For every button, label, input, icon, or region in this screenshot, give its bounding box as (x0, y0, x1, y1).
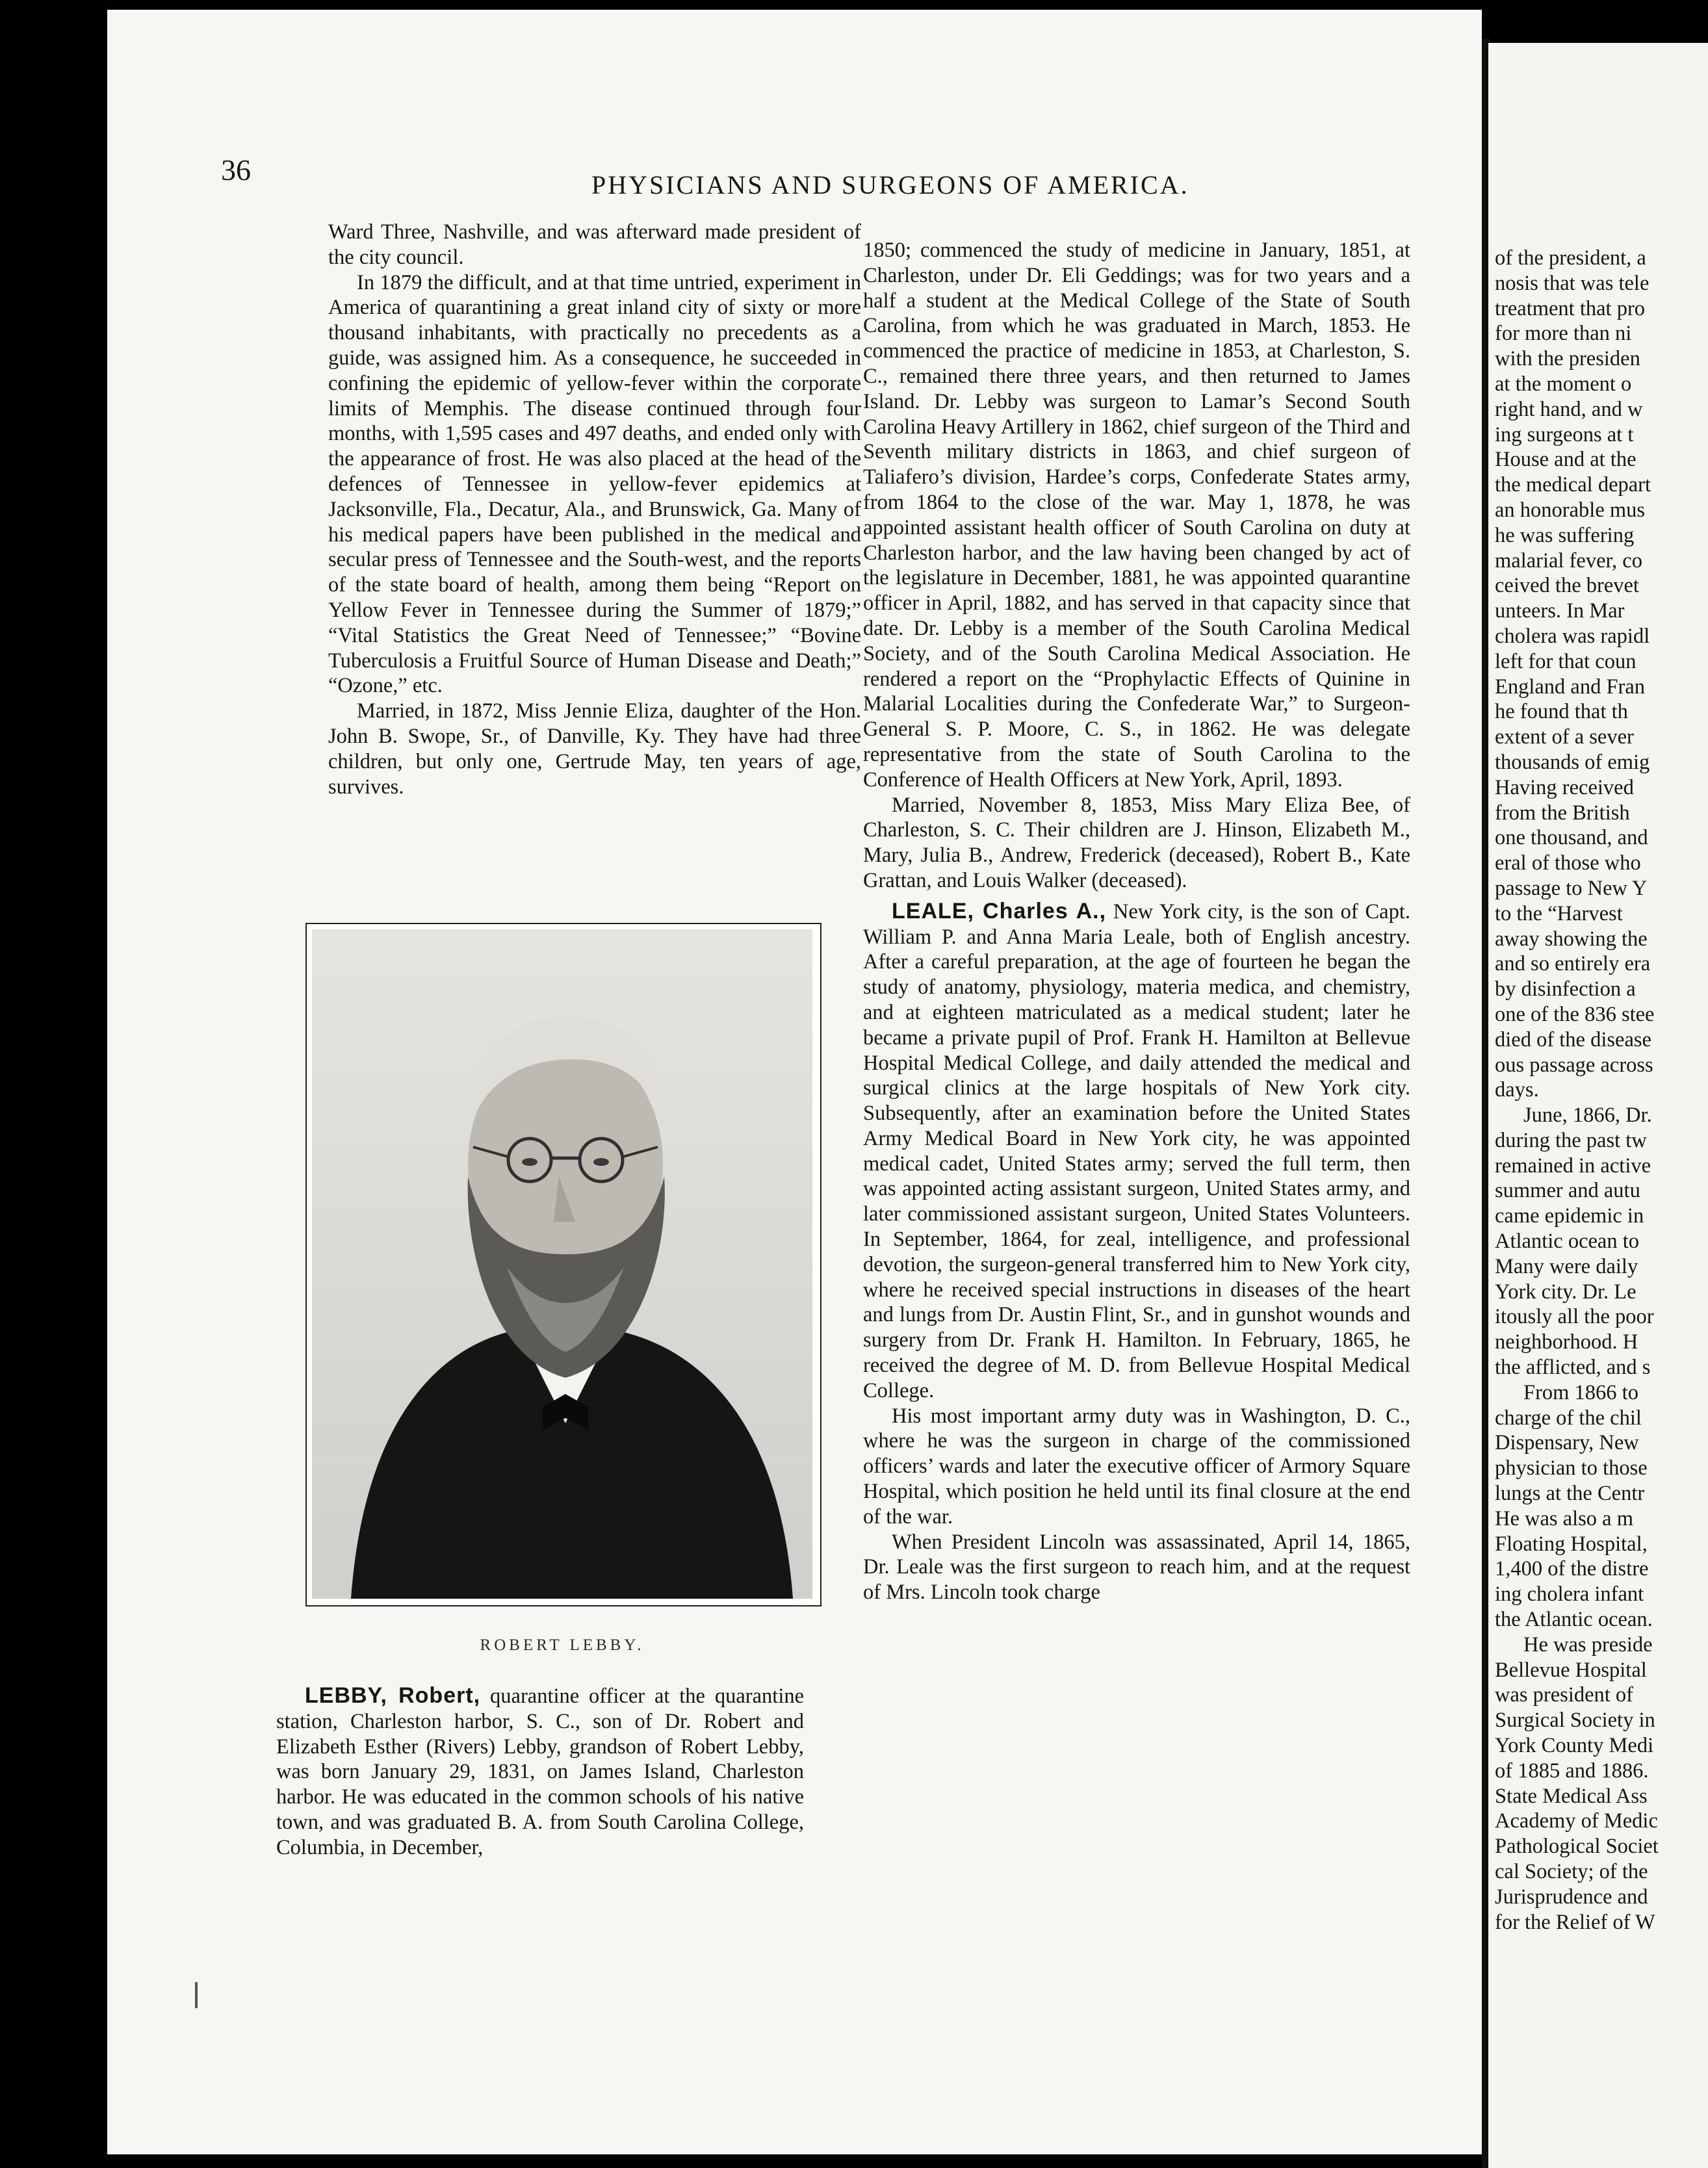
right-page-line: charge of the chil (1495, 1406, 1642, 1430)
right-page-line: for the Relief of W (1495, 1910, 1655, 1934)
right-page-line: nosis that was tele (1495, 271, 1650, 295)
right-page-line: eral of those who (1495, 851, 1641, 875)
right-page-line: Dispensary, New (1495, 1431, 1639, 1455)
right-page-line: neighborhood. H (1495, 1330, 1638, 1354)
right-page-line: remained in active (1495, 1154, 1651, 1178)
right-page-line: thousands of emig (1495, 750, 1650, 774)
lebby-entry (276, 1683, 804, 1861)
right-page-line: was president of (1495, 1683, 1633, 1707)
entry-text: New York city, is the son of Capt. William P. and Anna Maria Leale, both of English ancestry. After a careful preparation, at the age of fourteen he began the study of anatomy, physiology, materia medica, and chemistry, and at eighteen matriculated as a medical student; later he became a private pupil of Prof. Frank H. Hamilton at Bellevue Hospital Medical College, and daily attended the medical and surgical clinics at the large hospitals of New York city. Subsequently, after an examination before the United States Army Medical Board in New York city, he was appointed medical cadet, United States army; served the full term, then was appointed acting assistant surgeon, United States army, and later commissioned assistant surgeon, United States Volunteers. In September, 1864, for zeal, intelligence, and professional devotion, the surgeon-general transferred him to New York city, where he received special instructions in diseases of the heart and lungs from Dr. Austin Flint, Sr., and in gunshot wounds and surgery from Dr. Frank H. Hamilton. In February, 1865, he received the degree of M. D. from Bellevue Hospital Medical College. (863, 899, 1411, 1402)
right-page-line: Bellevue Hospital (1495, 1658, 1647, 1682)
right-page-line: from the British (1495, 801, 1630, 825)
page-header-title: PHYSICIANS AND SURGEONS OF AMERICA. (591, 170, 1189, 200)
right-page-line: passage to New Y (1495, 876, 1648, 900)
running-head (221, 153, 1189, 200)
right-page-line: to the “Harvest (1495, 901, 1623, 925)
right-page-line: cholera was rapidl (1495, 624, 1650, 648)
right-page-line: From 1866 to (1523, 1380, 1638, 1404)
right-page-line: the medical depart (1495, 473, 1651, 497)
paragraph: Married, November 8, 1853, Miss Mary Eliza Bee, of Charleston, S. C. Their children are J. Hinson, Elizabeth M., Mary, Julia B., Andrew, Frederick (deceased), Robert B., Kate Grattan, and Louis Walker (deceased). (863, 793, 1410, 892)
right-page-line: the afflicted, and s (1495, 1356, 1651, 1380)
right-page-line: itously all the poor (1495, 1305, 1654, 1329)
right-page-line: lungs at the Centr (1495, 1482, 1645, 1506)
left-column-text (328, 220, 861, 799)
right-page-line: House and at the (1495, 448, 1637, 472)
right-page-line: York city. Dr. Le (1495, 1280, 1637, 1304)
right-page-line: physician to those (1495, 1456, 1648, 1480)
portrait-photo (312, 929, 812, 1599)
paragraph: 1850; commenced the study of medicine in January, 1851, at Charleston, under Dr. Eli Geddings; was for two years and a half a student at the Medical College of the State of South Carolina, from which he was graduated in March, 1853. He commenced the practice of medicine in 1853, at Charleston, S. C., remained there three years, and then returned to James Island. Dr. Lebby was surgeon to Lamar’s Second South Carolina Heavy Artillery in 1862, chief surgeon of the Third and Seventh military districts in 1863, and chief surgeon of Taliafero’s division, Hardee’s corps, Confederate States army, from 1864 to the close of the war. May 1, 1878, he was appointed assistant health officer of South Carolina on duty at Charleston harbor, and the law having been changed by act of the legislature in December, 1881, he was appointed quarantine officer in April, 1882, and has served in that capacity since that date. Dr. Lebby is a member of the South Carolina Medical Society, and of the South Carolina Medical Association. He rendered a report on the “Prophylactic Effects of Quinine in Malarial Localities during the Confederate War,” to Surgeon-General S. P. Moore, C. S., in 1862. He was delegate representative from the state of South Carolina to the Conference of Health Officers at New York, April, 1893. (863, 239, 1410, 792)
right-page-line: Surgical Society in (1495, 1709, 1655, 1733)
right-page-line: he was suffering (1495, 523, 1635, 547)
right-page-line: came epidemic in (1495, 1204, 1644, 1228)
right-page-line: during the past tw (1495, 1128, 1647, 1152)
right-page-line: at the moment o (1495, 372, 1632, 396)
right-page-line: one thousand, and (1495, 826, 1648, 850)
page-number: 36 (221, 153, 251, 187)
right-page-line: Academy of Medic (1495, 1809, 1658, 1833)
right-page-line: ceived the brevet (1495, 574, 1639, 598)
paragraph: Married, in 1872, Miss Jennie Eliza, daughter of the Hon. John B. Swope, Sr., of Danville, Ky. They have had three children, but only one, Gertrude May, ten years of age, survives. (328, 699, 861, 799)
right-page-line: days. (1495, 1078, 1539, 1102)
right-page-line: an honorable mus (1495, 498, 1646, 522)
right-page-line: Pathological Societ (1495, 1835, 1659, 1859)
right-page-line: ous passage across (1495, 1053, 1653, 1077)
right-page-line: of 1885 and 1886. (1495, 1759, 1649, 1783)
right-page-line: June, 1866, Dr. (1523, 1103, 1652, 1128)
middle-column-text (863, 238, 1410, 1605)
right-page-line: 1,400 of the distre (1495, 1557, 1649, 1581)
right-page-line: unteers. In Mar (1495, 599, 1625, 623)
right-page-fragment-column (1495, 246, 1708, 1935)
right-page-line: State Medical Ass (1495, 1784, 1648, 1808)
paragraph: His most important army duty was in Washington, D. C., where he was the surgeon in charge of the commissioned officers’ wards and later the executive officer of Armory Square Hospital, which position he held until its final closure at the end of the war. (863, 1404, 1410, 1529)
right-page-line: with the presiden (1495, 347, 1640, 371)
margin-mark (195, 1982, 198, 2008)
right-page-line: extent of a sever (1495, 725, 1634, 749)
photo-caption: ROBERT LEBBY. (480, 1636, 645, 1654)
right-page-line: cal Society; of the (1495, 1860, 1648, 1883)
right-page-line: one of the 836 stee (1495, 1002, 1655, 1026)
right-page-line: by disinfection a (1495, 977, 1636, 1001)
right-page-line: he found that th (1495, 700, 1628, 724)
entry-text: quarantine officer at the quarantine station, Charleston harbor, S. C., son of Dr. Robert and Elizabeth Esther (Rivers) Lebby, grandson of Robert Lebby, was born January 29, 1831, on James Island, Charleston harbor. He was educated in the common schools of his native town, and was graduated B. A. from South Carolina College, Columbia, in December, (276, 1684, 805, 1859)
right-page-line: Floating Hospital, (1495, 1532, 1648, 1556)
right-page-line: He was preside (1523, 1632, 1653, 1657)
right-page-line: the Atlantic ocean. (1495, 1608, 1653, 1632)
right-page-line: Having received (1495, 775, 1634, 799)
entry-name: LEBBY, Robert, (305, 1683, 481, 1708)
right-page-line: England and Fran (1495, 675, 1646, 699)
right-page-line: of the president, a (1495, 246, 1646, 270)
entry-name: LEALE, Charles A., (892, 898, 1107, 923)
right-page-line: York County Medi (1495, 1734, 1654, 1758)
right-page-line: for more than ni (1495, 322, 1632, 346)
right-page-line: Jurisprudence and (1495, 1885, 1648, 1909)
right-page-line: ing cholera infant (1495, 1582, 1644, 1607)
right-page-line: and so entirely era (1495, 952, 1651, 976)
portrait-frame (305, 923, 822, 1607)
right-page-line: right hand, and w (1495, 397, 1643, 421)
right-page-line: He was also a m (1495, 1506, 1633, 1530)
right-page-line: away showing the (1495, 927, 1648, 951)
right-page-line: Atlantic ocean to (1495, 1230, 1639, 1254)
right-page-line: treatment that pro (1495, 296, 1646, 320)
paragraph: When President Lincoln was assassinated, April 14, 1865, Dr. Leale was the first surgeon to reach him, and at the request of Mrs. Lincoln took charge (863, 1530, 1410, 1605)
paragraph: In 1879 the difficult, and at that time untried, experiment in America of quarantining a great inland city of sixty or more thousand inhabitants, with practically no precedents as a guide, was assigned him. As a consequence, he succeeded in confining the epidemic of yellow-fever within the corporate limits of Memphis. The disease continued through four months, with 1,595 cases and 497 deaths, and ended only with the appearance of frost. He was also placed at the head of the defences of Tennessee in yellow-fever epidemics at Jacksonville, Fla., Decatur, Ala., and Brunswick, Ga. Many of his medical papers have been published in the medical and secular press of Tennessee and the South-west, and the reports of the state board of health, among them being “Report on Yellow Fever in Tennessee during the Summer of 1879;” “Vital Statistics the Great Need of Tennessee;” “Bovine Tuberculosis a Fruitful Source of Human Disease and Death;” “Ozone,” etc. (328, 270, 861, 698)
right-page-line: malarial fever, co (1495, 548, 1642, 573)
right-page-line: Many were daily (1495, 1254, 1638, 1278)
right-page-line: summer and autu (1495, 1179, 1640, 1203)
right-page-line: died of the disease (1495, 1027, 1651, 1052)
right-page-line: ing surgeons at t (1495, 422, 1634, 446)
right-page-line: left for that coun (1495, 649, 1637, 673)
paragraph: Ward Three, Nashville, and was afterward made president of the city council. (328, 220, 861, 269)
